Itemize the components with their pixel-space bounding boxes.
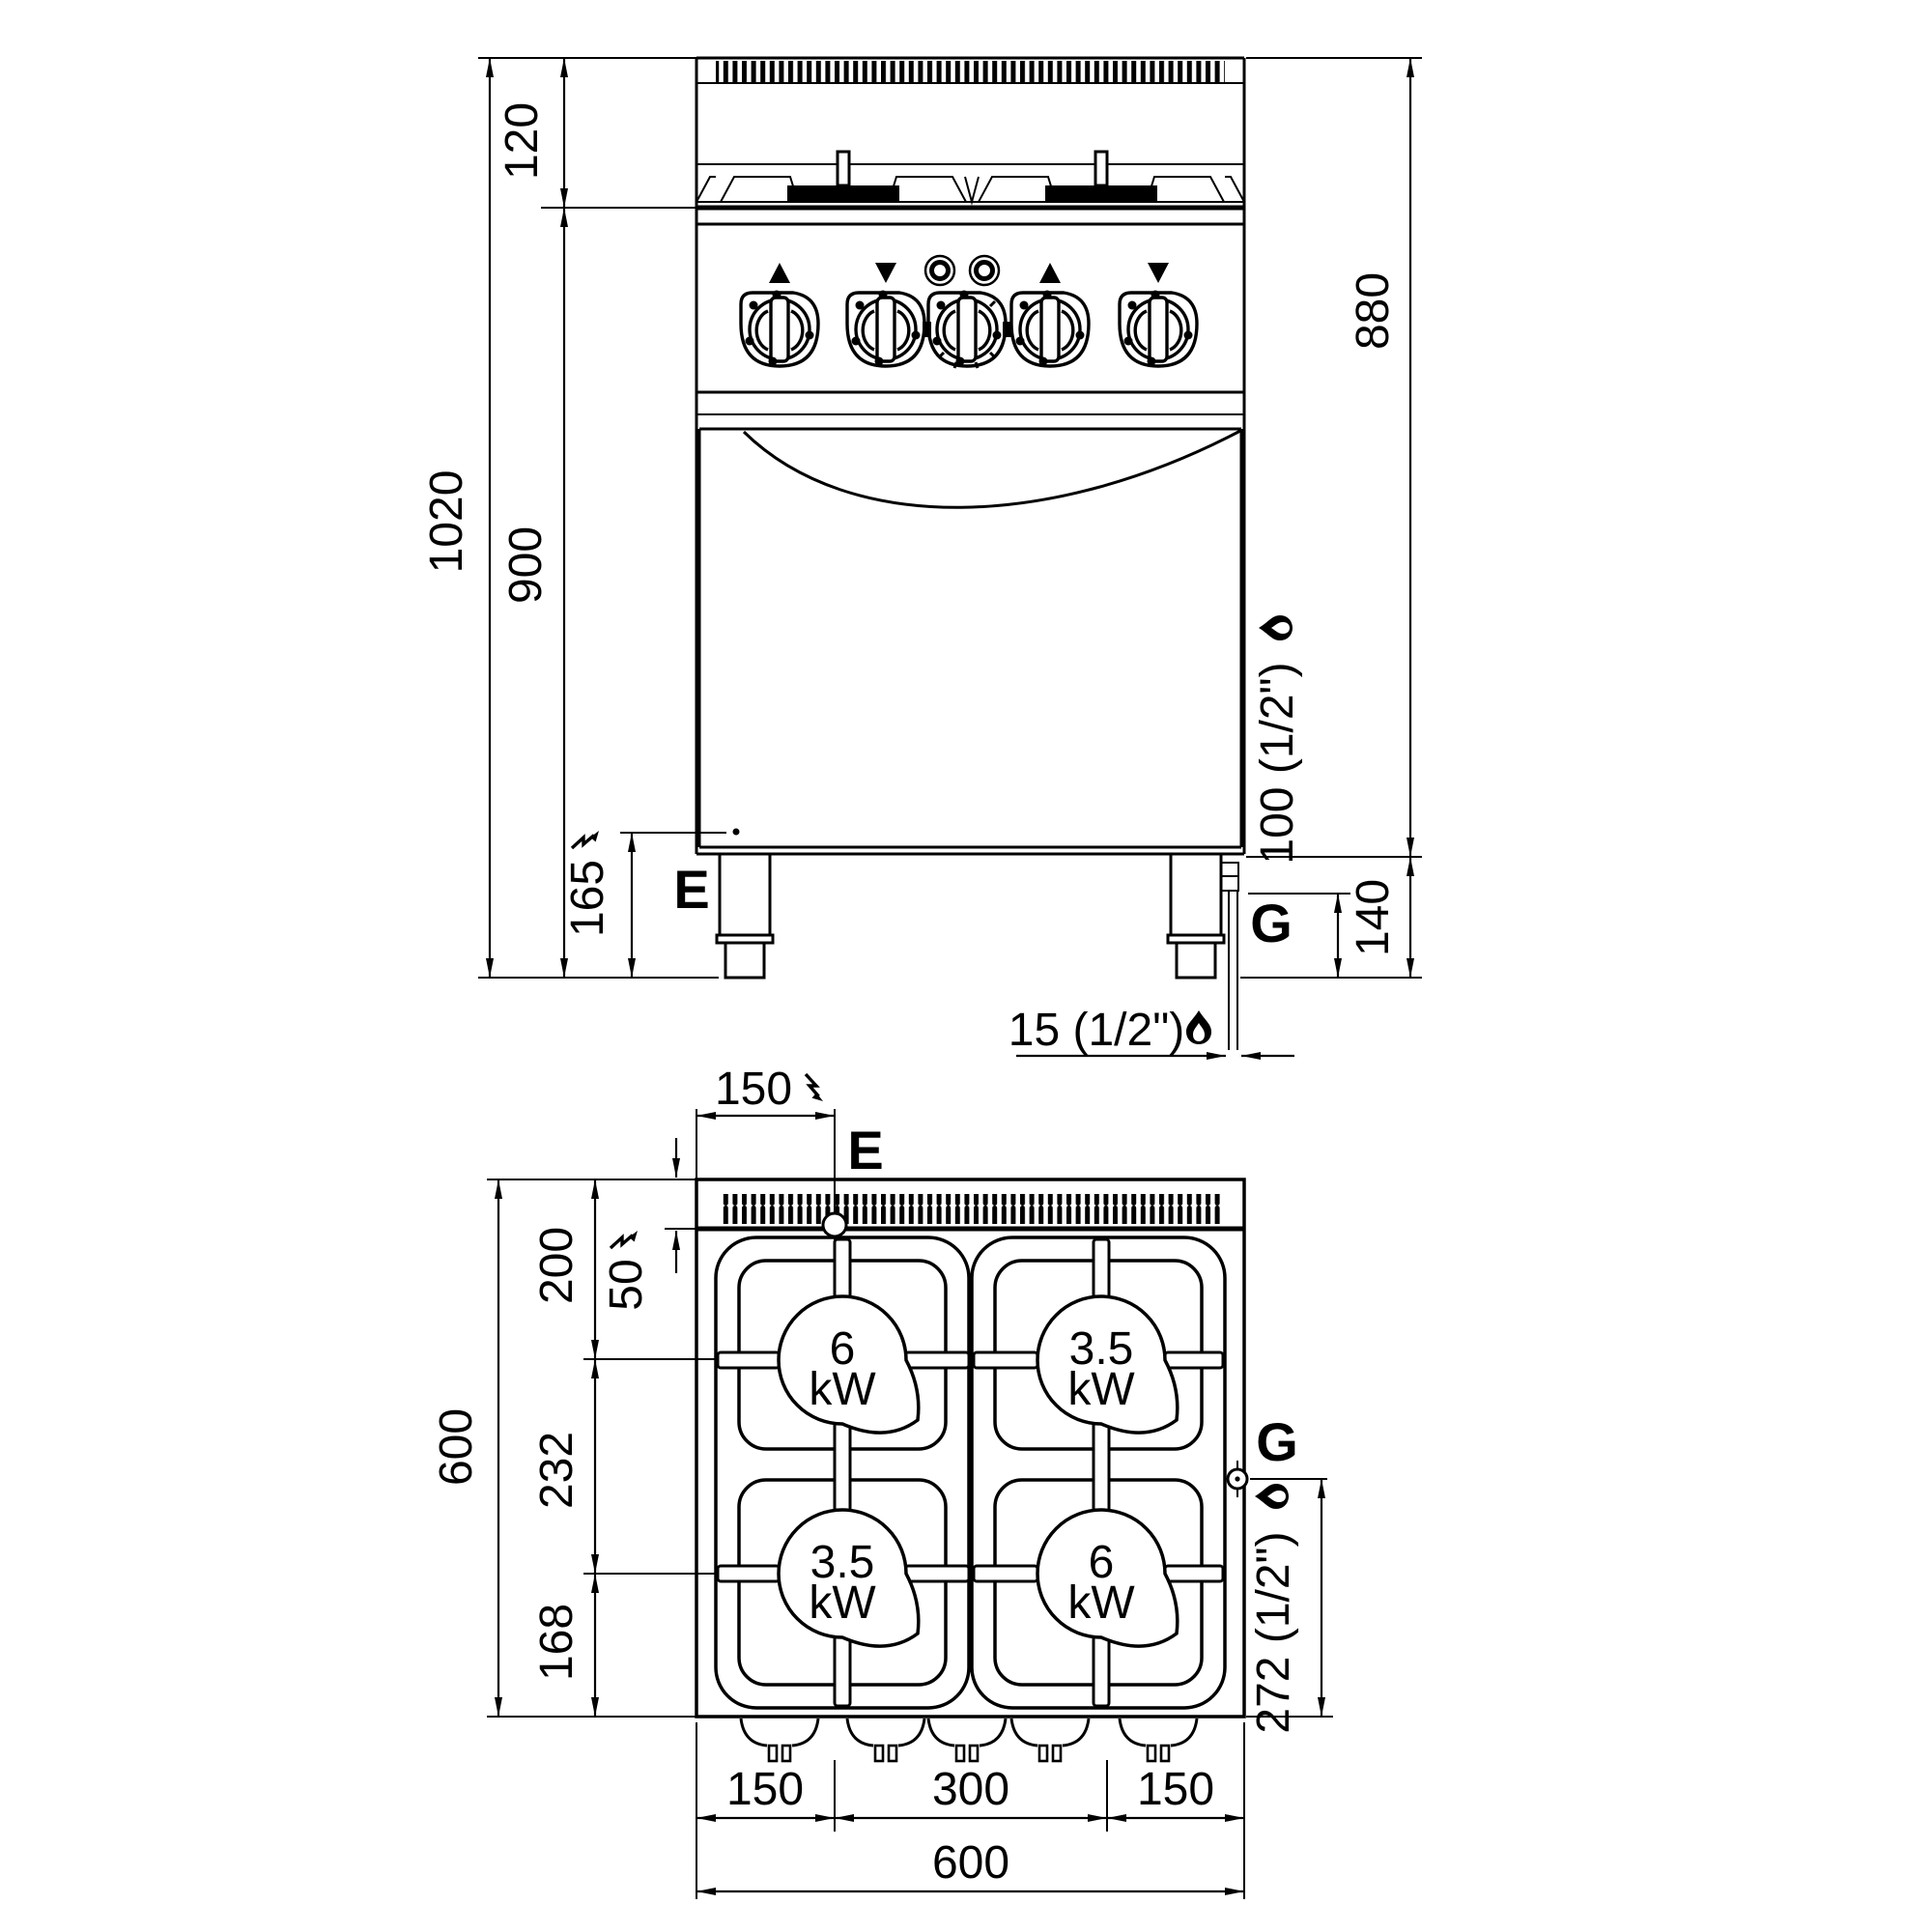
dim-body-height: 900: [500, 526, 552, 605]
burner-knob-2[interactable]: [847, 291, 924, 367]
burner-unit: kW: [1067, 1577, 1135, 1629]
door-handle-curve: [744, 431, 1240, 507]
indicator-lamp: [925, 256, 954, 285]
dim-row-rear: 200: [531, 1226, 582, 1305]
burner-power: 3.5: [1068, 1323, 1134, 1375]
left-leg: [717, 854, 773, 978]
appliance-body-plan: [696, 1109, 1247, 1761]
low-flame-triangle-icon: [1148, 263, 1169, 283]
gas-connection-label-front: G: [1250, 893, 1293, 953]
dim-bottom-left: 150: [725, 1764, 805, 1815]
dim-row-front: 168: [531, 1603, 582, 1682]
appliance-body-front: [696, 58, 1244, 1050]
gas-inlet-fitting: [1221, 863, 1238, 1050]
oven-door[interactable]: [699, 429, 1241, 847]
burner-profile-right: [979, 152, 1224, 202]
dim-right-height: 880: [1348, 271, 1399, 351]
dim-gas-offset-y: 272 (1/2"): [1248, 1531, 1299, 1734]
burner-profile-left: [721, 152, 966, 202]
dim-electric-offset-x: 150: [714, 1064, 793, 1115]
dim-top-section: 120: [497, 101, 548, 181]
electric-connection-label-front: E: [673, 859, 710, 920]
burner-power: 6: [1088, 1537, 1115, 1588]
rear-upstand-ribs-plan: [721, 1194, 1221, 1224]
dim-total-height: 1020: [421, 469, 472, 574]
dim-depth: 600: [431, 1407, 482, 1487]
dim-gas-pipe: 15 (1/2"): [1008, 1005, 1185, 1056]
burner-knob-4[interactable]: [1120, 291, 1197, 367]
right-leg: [1168, 854, 1224, 978]
burner-power: 6: [829, 1323, 856, 1375]
dim-leg-height: 140: [1348, 878, 1399, 957]
dim-bottom-mid: 300: [931, 1764, 1010, 1815]
burner-knob-3[interactable]: [1011, 291, 1089, 367]
low-flame-triangle-icon: [875, 263, 896, 283]
high-flame-triangle-icon: [1039, 263, 1061, 283]
burner-power: 3.5: [810, 1537, 875, 1588]
control-panel: [741, 256, 1197, 368]
burner-unit: kW: [809, 1577, 876, 1629]
dim-electric-offset-y: 50: [601, 1259, 652, 1311]
dim-gas-height: 100 (1/2"): [1252, 662, 1303, 865]
dim-row-mid: 232: [531, 1431, 582, 1510]
dim-width: 600: [931, 1837, 1010, 1889]
burner-unit: kW: [809, 1364, 876, 1415]
dim-electric-height: 165: [562, 859, 613, 938]
indicator-lamp: [970, 256, 999, 285]
rear-upstand-ribs: [716, 61, 1225, 82]
burner-knob-1[interactable]: [741, 291, 818, 367]
plan-view: [431, 1064, 1333, 1899]
electric-connection-label-plan: E: [847, 1120, 884, 1180]
burner-unit: kW: [1067, 1364, 1135, 1415]
front-elevation-view: [421, 58, 1422, 1056]
electric-entry-point: [733, 829, 740, 836]
dim-bottom-right: 150: [1136, 1764, 1215, 1815]
oven-knob[interactable]: [923, 291, 1011, 369]
high-flame-triangle-icon: [769, 263, 790, 283]
gas-connection-label-plan: G: [1256, 1411, 1298, 1472]
hob-profile: [696, 152, 1244, 208]
